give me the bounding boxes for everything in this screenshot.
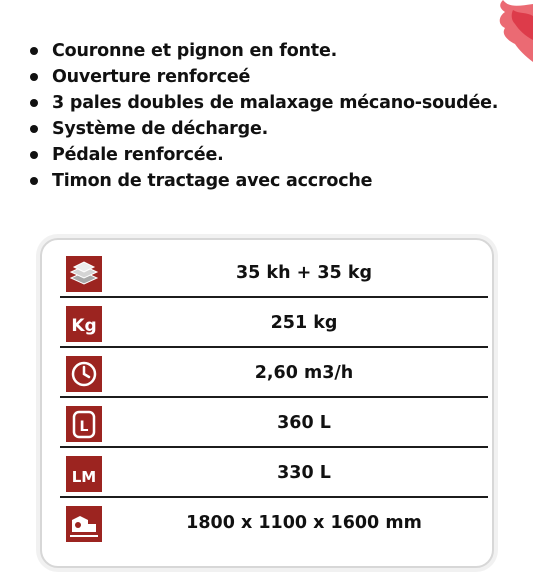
- feature-item: Timon de tractage avec accroche: [28, 168, 498, 194]
- feature-item: Ouverture renforceé: [28, 64, 498, 90]
- bullet-icon: [30, 99, 38, 107]
- feature-item: Système de décharge.: [28, 116, 498, 142]
- spec-row-mixing: [60, 450, 488, 498]
- feature-item: Couronne et pignon en fonte.: [28, 38, 498, 64]
- spec-table: [40, 238, 494, 568]
- svg-text:Kg: Kg: [71, 316, 97, 336]
- spec-value: 251 kg: [270, 313, 338, 333]
- bullet-icon: [30, 47, 38, 55]
- dimensions-icon: [66, 506, 102, 542]
- spec-value: 35 kh + 35 kg: [235, 263, 372, 283]
- spec-row-weight: [60, 300, 488, 348]
- bullet-icon: [30, 73, 38, 81]
- spec-value: 360 L: [277, 413, 331, 433]
- feature-item: Pédale renforcée.: [28, 142, 498, 168]
- drum-capacity-icon: [66, 406, 102, 442]
- spec-value: 1800 x 1100 x 1600 mm: [186, 513, 422, 533]
- bullet-icon: [30, 177, 38, 185]
- svg-text:L: L: [79, 419, 89, 435]
- weight-kg-icon: [66, 306, 102, 342]
- bullet-icon: [30, 151, 38, 159]
- clock-icon: [66, 356, 102, 392]
- spec-value: 330 L: [277, 463, 331, 483]
- stack-icon: [66, 256, 102, 292]
- svg-text:LM: LM: [71, 468, 97, 486]
- spec-value: 2,60 m3/h: [254, 363, 354, 383]
- bullet-icon: [30, 125, 38, 133]
- mixing-capacity-icon: [66, 456, 102, 492]
- spec-row-output: [60, 350, 488, 398]
- spec-row-dimensions: [60, 500, 488, 546]
- feature-list: [28, 38, 498, 194]
- spec-row-capacity: [60, 250, 488, 298]
- feature-item: 3 pales doubles de malaxage mécano-soudée.: [28, 90, 498, 116]
- spec-row-drum: [60, 400, 488, 448]
